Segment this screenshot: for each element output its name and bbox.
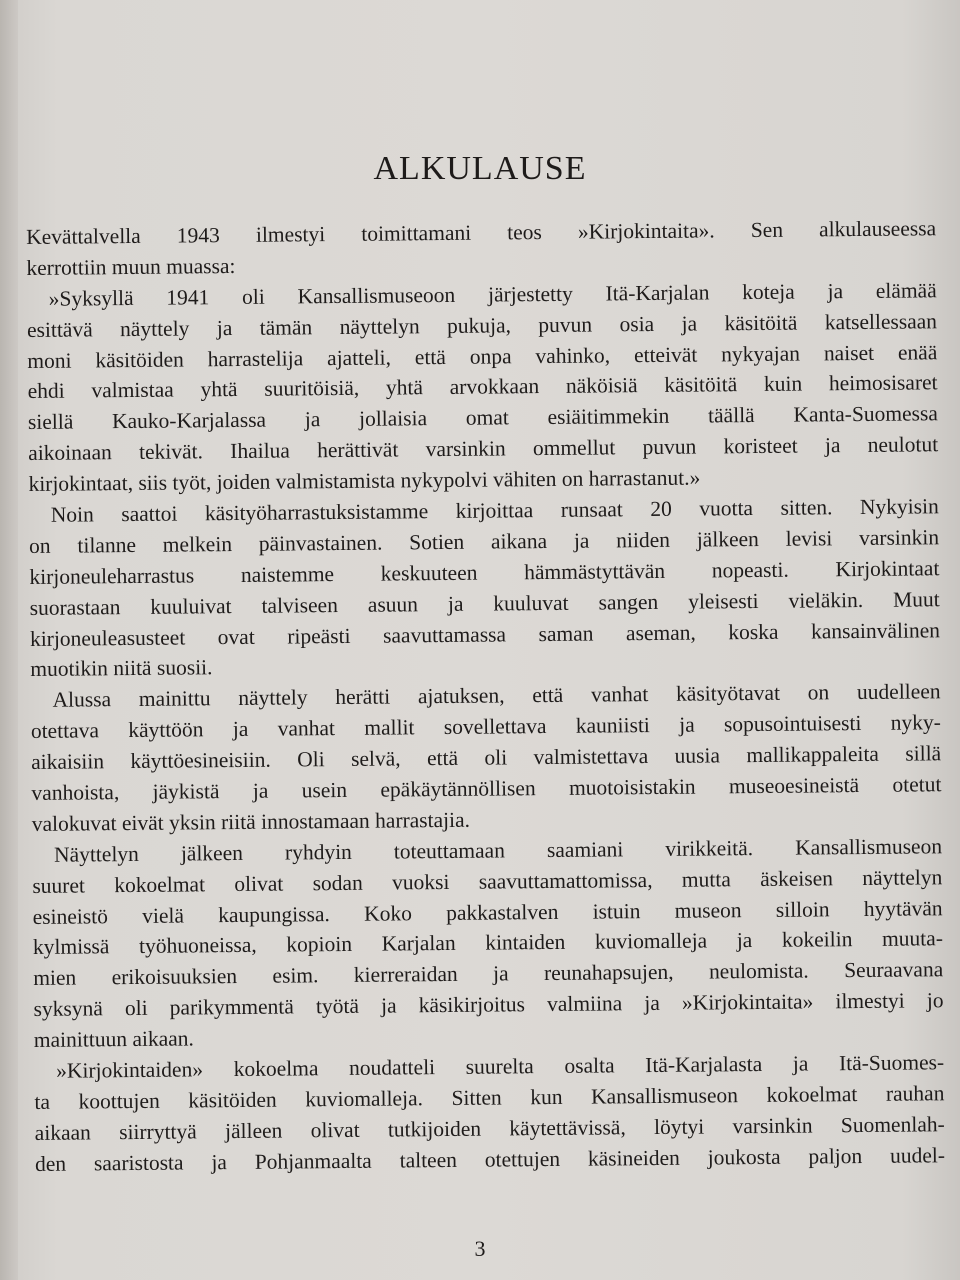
page-binding-edge	[0, 0, 18, 1280]
text-line: kirjoneuleasusteet ovat ripeästi saavuttamassa saman aseman, koska kansainvälinen	[29, 617, 941, 651]
text-line: »Kirjokintaiden» kokoelma noudatteli suurelta osalta Itä-Karjalasta ja Itä-Suomes-	[56, 1050, 945, 1083]
text-line: Kevättalvella 1943 ilmestyi toimittamani teos »Kirjokintaita». Sen alkulauseessa	[26, 216, 937, 249]
text-line: valokuvat eivät yksin riitä innostamaan harrastajia.	[31, 807, 471, 836]
text-line: on tilanne melkein päinvastainen. Sotien aikana ja niiden jälkeen levisi varsinkin	[28, 525, 940, 558]
text-line: mien erikoisuuksien esim. kierreraidan ja reunahapsujen, neulomista. Seuraavana	[33, 957, 944, 991]
text-line: ta koottujen käsitöiden kuviomalleja. Sitten kun Kansallismuseon kokoelmat rauhan	[34, 1081, 945, 1114]
text-line: esineistö vielä kaupungissa. Koko pakkastalven istuin museon silloin hyytävän	[32, 895, 943, 929]
text-line: aikoinaan tekivät. Ihailua herättivät varsinkin ommellut puvun koristeet ja neulotut	[28, 432, 939, 466]
text-line: aikaan siirryttyä jälleen olivat tutkijoiden käytettävissä, löytyi varsinkin Suomenlah-	[34, 1112, 945, 1145]
text-line: suuret kokoelmat olivat sodan vuoksi saavuttamattomissa, mutta äskeisen näyttelyn	[32, 864, 943, 898]
text-line: ehdi valmistaa yhtä suuritöisiä, yhtä arvokkaan näköisiä käsitöitä kuin heimosisaret	[27, 370, 938, 404]
body-text	[26, 213, 945, 1179]
text-line: kirjoneuleharrastus naistemme keskuuteen hämmästyttävän nopeasti. Kirjokintaat	[29, 556, 940, 589]
text-line: siellä Kauko-Karjalassa ja jollaisia omat esiäitimmekin täällä Kanta-Suomessa	[27, 401, 938, 435]
text-line: kerrottiin muun muassa:	[26, 253, 236, 280]
text-line: kirjokintaat, siis työt, joiden valmistamista nykypolvi vähiten on harrastanut.»	[28, 465, 701, 497]
text-line: Noin saattoi käsityöharrastuksistamme kirjoittaa runsaat 20 vuotta sitten. Nykyisin	[50, 494, 939, 527]
text-line: Näyttelyn jälkeen ryhdyin toteuttamaan saamiani virikkeitä. Kansallismuseon	[53, 834, 943, 867]
text-line: otettava käyttöön ja vanhat mallit sovellettava kauniisti ja sopusointuisesti nyky-	[30, 710, 941, 744]
text-line: esittävä näyttely ja tämän näyttelyn pukuja, puvun osia ja käsitöitä katsellessaan	[26, 308, 938, 342]
page-number: 3	[474, 1236, 486, 1261]
text-line: moni käsitöiden harrastelija ajatteli, että onpa vahinko, etteivät nykyajan naiset enää	[27, 339, 938, 373]
text-line: »Syksyllä 1941 oli Kansallismuseoon järjestetty Itä-Karjalan koteja ja elämää	[48, 278, 937, 311]
page-title: ALKULAUSE	[373, 150, 587, 187]
text-line: kylmissä työhuoneissa, kopioin Karjalan kintaiden kuviomalleja ja kokeilin muuta-	[32, 926, 944, 960]
text-line: suorastaan kuuluivat talviseen asuun ja kuuluvat sangen yleisesti vieläkin. Muut	[29, 586, 940, 620]
text-line: mainittuun aikaan.	[33, 1026, 194, 1053]
text-line: syksynä oli parikymmentä työtä ja käsikirjoitus valmiina ja »Kirjokintaita» ilmestyi jo	[33, 988, 944, 1022]
text-line: muotikin niitä suosii.	[30, 655, 213, 682]
text-line: Alussa mainittu näyttely herätti ajatuksen, että vanhat käsityötavat on uudelleen	[52, 679, 941, 713]
text-line: aikaisiin käyttöesineisiin. Oli selvä, että oli valmistettava uusia mallikappaleita sillä	[31, 741, 942, 775]
text-line: vanhoista, jäykistä ja usein epäkäytännöllisen muotoisistakin museoesineistä otetut	[31, 772, 942, 806]
text-line: den saaristosta ja Pohjanmaalta talteen otettujen käsineiden joukosta paljon uudel-	[34, 1142, 946, 1176]
